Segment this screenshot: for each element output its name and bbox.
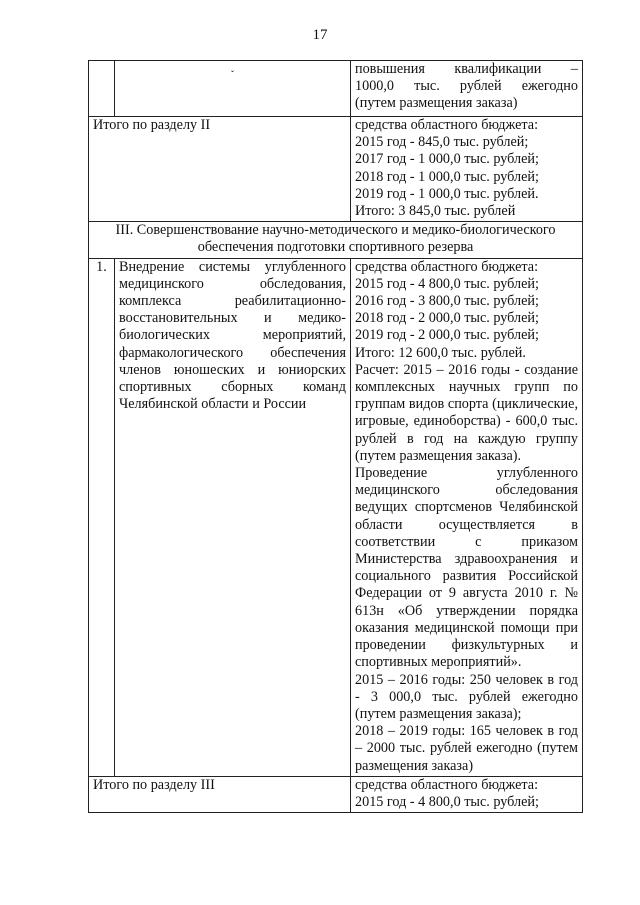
text-line: Итого: 3 845,0 тыс. рублей xyxy=(355,203,516,220)
text-line: 2015 год - 4 800,0 тыс. рублей; xyxy=(355,793,539,810)
total-label: Итого по разделу II xyxy=(89,117,351,222)
text-line: 2018 год - 1 000,0 тыс. рублей; xyxy=(355,168,539,185)
table-row-total-section3 xyxy=(89,776,583,812)
text-line: 2017 год - 1 000,0 тыс. рублей; xyxy=(355,151,539,168)
table-row-continuation xyxy=(89,61,583,117)
table-row-section-heading xyxy=(89,222,583,258)
text-line: средства областного бюджета: xyxy=(355,776,539,793)
item-name: Внедрение системы углубленного медицинского обследования, комплекса реабилитационно-восстановительных и медико-биологических мероприятий, фармакологического обеспечения членов юношеских и юниорских спортивных сборных команд Челябинской области и России xyxy=(115,258,351,776)
text-line: 2015 год - 4 800,0 тыс. рублей; xyxy=(355,275,539,292)
funding-cell xyxy=(351,258,583,776)
text-line: средства областного бюджета: xyxy=(355,258,539,275)
text-line: Итого: 12 600,0 тыс. рублей. xyxy=(355,344,526,361)
calculation-text: Расчет: 2015 – 2016 годы - создание комплексных научных групп по группам видов спорта (циклические, игровые, единоборства) - 600,0 тыс. рублей в год на каждую группу (путем размещения заказа). xyxy=(355,361,578,464)
total-label: Итого по разделу III xyxy=(89,776,351,812)
section-title: III. Совершенствование научно-методического и медико-биологического обеспечения подготовки спортивного резерва xyxy=(89,222,583,258)
text-line: 2019 год - 2 000,0 тыс. рублей; xyxy=(355,327,539,344)
years-2015-2016-text: 2015 – 2016 годы: 250 человек в год - 3 000,0 тыс. рублей ежегодно (путем размещения заказа); xyxy=(355,671,578,722)
item-number: 1. xyxy=(89,258,115,776)
funding-cell xyxy=(351,776,583,812)
examination-text: Проведение углубленного медицинского обследования ведущих спортсменов Челябинской области осуществляется в соответствии с приказом Министерства здравоохранения и социального развития Российской Федерации от 9 августа 2010 г. № 613н «Об утверждении порядка оказания медицинской помощи при проведении физкультурных и спортивных мероприятий». xyxy=(355,465,578,671)
text-line: 2015 год - 845,0 тыс. рублей; xyxy=(355,134,529,151)
text-line: повышения квалификации – xyxy=(355,61,578,77)
text-line: 2018 год - 2 000,0 тыс. рублей; xyxy=(355,310,539,327)
text-line: 1000,0 тыс. рублей ежегодно xyxy=(355,78,578,95)
scan-mark: ˬ xyxy=(115,61,351,117)
text-line: 2016 год - 3 800,0 тыс. рублей; xyxy=(355,293,539,310)
years-2018-2019-text: 2018 – 2019 годы: 165 человек в год – 2000 тыс. рублей ежегодно (путем размещения заказа) xyxy=(355,723,578,774)
text-line: (путем размещения заказа) xyxy=(355,95,518,112)
text-line: 2019 год - 1 000,0 тыс. рублей. xyxy=(355,185,539,202)
table-row-item xyxy=(89,258,583,776)
number-cell xyxy=(89,61,115,117)
funding-cell xyxy=(351,117,583,222)
page-number: 17 xyxy=(312,27,328,43)
program-table xyxy=(88,60,583,813)
funding-cell xyxy=(351,61,583,117)
table-row-total-section2 xyxy=(89,117,583,222)
text-line: средства областного бюджета: xyxy=(355,117,539,133)
